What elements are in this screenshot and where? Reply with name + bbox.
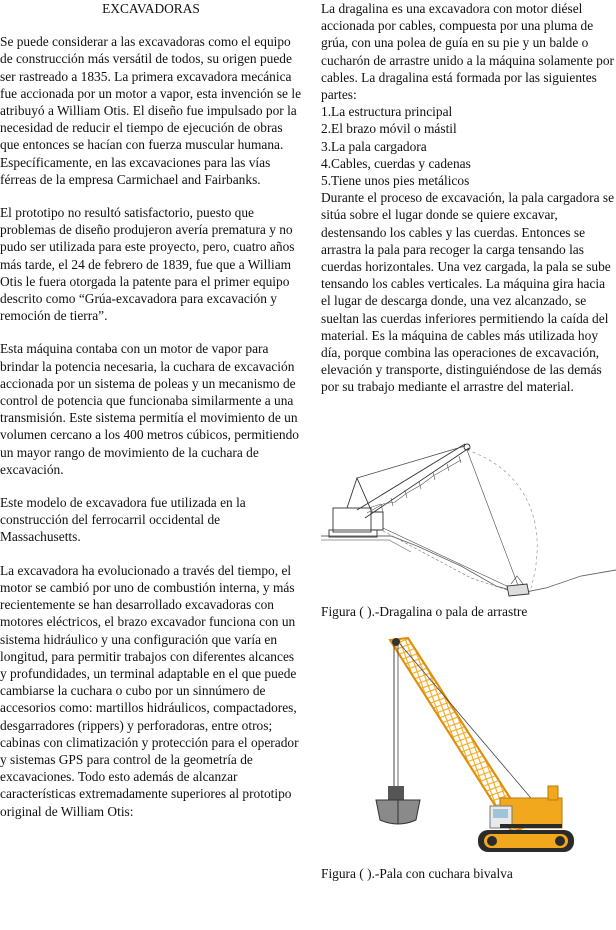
figure-1-caption: Figura ( ).-Dragalina o pala de arrastre [321, 604, 528, 619]
paragraph-steam-engine: Esta máquina contaba con un motor de vapor para brindar la potencia necesaria, la cuchara de excavación accionada por un sistema de poleas y un mecanismo de control de potencia que funcionaba similarmente a una transmisión. Este sistema permitía el movimiento de un volumen cercano a los 400 metros cúbicos, permitiendo un mayor rango de movimiento de la cuchara de excavación. [0, 341, 299, 477]
paragraph-origin: Se puede considerar a las excavadoras como el equipo de construcción más versátil de todos, su origen puede ser rastreado a 1835. La primera excavadora mecánica fue accionada por un motor a vapor, esta invención se le atribuyó a William Otis. El diseño fue impulsado por la necesidad de reducir el tiempo de ejecución de obras que entonces se hacían con fuerza muscular humana. Específicamente, en las excavaciones para las vías férreas de la empresa Carmichael and Fairbanks. [0, 34, 302, 187]
section-title: EXCAVADORAS [102, 1, 200, 16]
parts-item-3: 3.La pala cargadora [321, 138, 427, 154]
crawler-tracks [478, 830, 574, 852]
parts-item-2: 2.El brazo móvil o mástil [321, 121, 457, 137]
parts-item-5: 5.Tiene unos pies metálicos [321, 173, 470, 189]
figure-dragline [321, 438, 616, 600]
paragraph-railroad: Este modelo de excavadora fue utilizada en la construcción del ferrocarril occidental de Massachusetts. [0, 495, 246, 545]
paragraph-dragline-process: Durante el proceso de excavación, la pala cargadora se sitúa sobre el lugar donde se quiere excavar, destensando los cables y las cuerdas. Entonces se arrastra la pala para recoger la carga tensando las cuerdas horizontales. Una vez cargada, la pala se sube tensando los cables verticales. La máquina gira hacia el lugar de descarga donde, una vez alcanzado, se sueltan las cuerdas inferiores permitiendo la caída del material. Es la máquina de cables más utilizada hoy día, porque combina las operaciones de excavación, elevación y transporte, distinguiéndose de las demás por su trabajo mediante el arrastre del material. [321, 190, 615, 395]
paragraph-prototype: El prototipo no resultó satisfactorio, puesto que problemas de diseño produjeron avería prematura y no pudo ser utilizada para este proyecto, pero, cuatro años más tarde, el 24 de febrero de 1839, fue que a William Otis le fuera otorgada la patente para el primer equipo descrito como “Grúa-excavadora para excavación y remoción de tierra”. [0, 205, 295, 324]
clamshell-bucket [376, 786, 420, 824]
dragline-illustration [321, 438, 616, 600]
paragraph-dragline-intro: La dragalina es una excavadora con motor diésel accionada por cables, compuesta por una pluma de grúa, con una polea de guía en su pie y un balde o cucharón de arrastre unido a la máquina solamente por cables. La dragalina está formada por las siguientes partes: [321, 1, 614, 103]
figure-clamshell-crane [350, 636, 578, 864]
figure-2-caption: Figura ( ).-Pala con cuchara bivalva [321, 866, 513, 881]
parts-item-4: 4.Cables, cuerdas y cadenas [321, 155, 471, 171]
left-column [0, 0, 302, 820]
clamshell-crane-illustration [350, 636, 578, 864]
right-column [321, 0, 616, 396]
parts-item-1: 1.La estructura principal [321, 104, 453, 120]
paragraph-evolution: La excavadora ha evolucionado a través del tiempo, el motor se cambió por uno de combustión interna, y más recientemente se han desarrollado excavadoras con motores eléctricos, el brazo excavador funciona con un sistema hidráulico y una configuración que varía en longitud, para permitir trabajos con diferentes alcances y profundidades, un terminal adaptable en el que puede cambiarse la cuchara o cubo por un sinnúmero de accesorios como: martillos hidráulicos, compactadores, desgarradores (rippers) y perforadoras, entre otros; cabinas con climatización y protección para el operador y sistemas GPS para control de la geometría de excavaciones. Todo esto además de alcanzar características extremadamente superiores al prototipo original de William Otis: [0, 562, 299, 819]
